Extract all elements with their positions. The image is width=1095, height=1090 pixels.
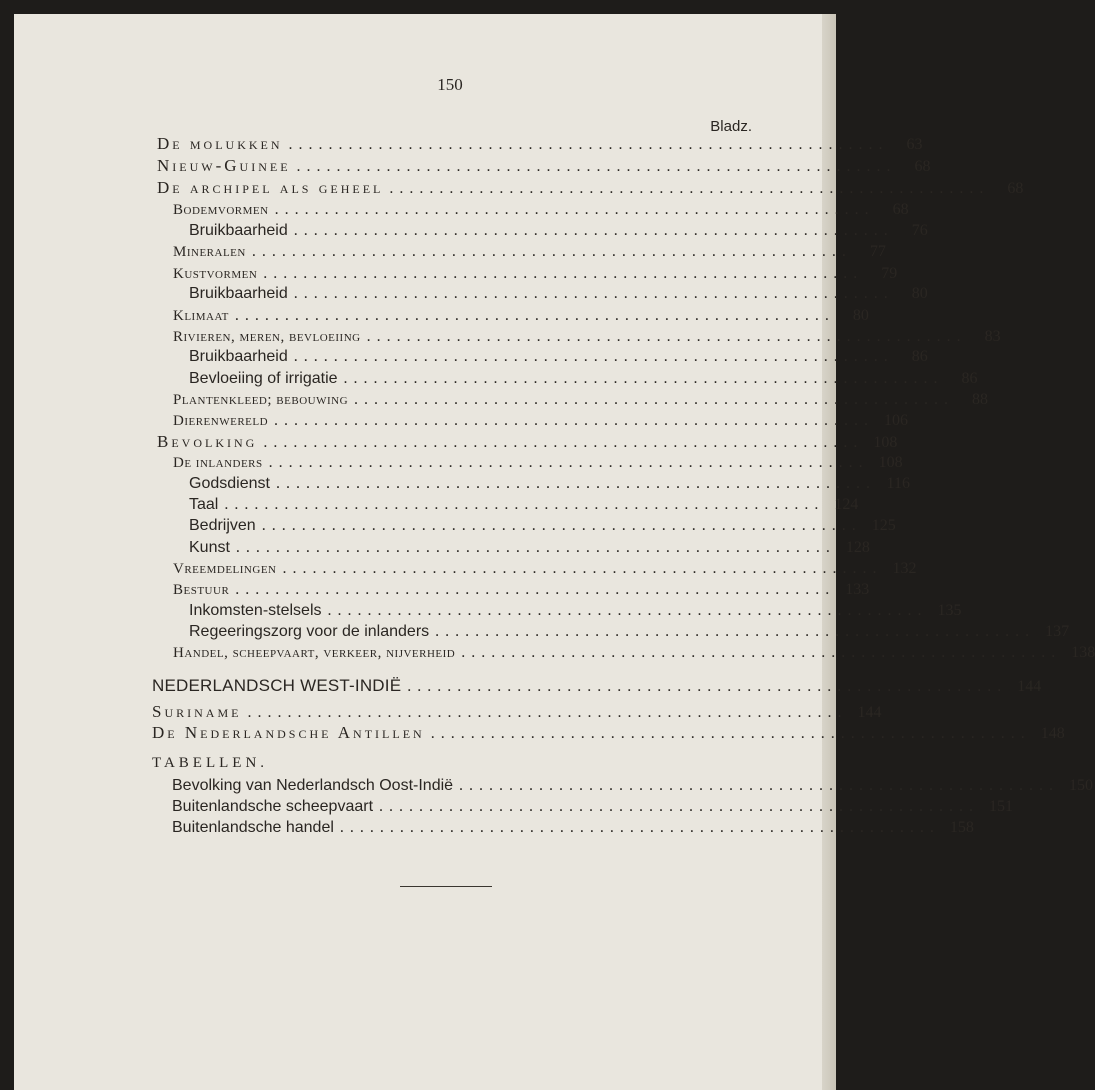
toc-entry-label: Vreemdelingen — [173, 561, 277, 577]
toc-entry-page: 80 — [852, 307, 869, 324]
toc-entry-label: Bevloeiing of irrigatie — [189, 370, 338, 387]
toc-entry — [157, 133, 923, 155]
leader-dots: ............................................................ — [354, 391, 955, 408]
toc-entry-label: Kustvormen — [173, 266, 258, 282]
leader-dots: ............................................................ — [339, 819, 940, 836]
leader-dots: ............................................................ — [261, 517, 862, 534]
toc-entry-page: 80 — [911, 285, 928, 302]
toc-entry — [157, 155, 931, 177]
toc-entry — [173, 558, 917, 580]
leader-dots: ............................................................ — [293, 222, 894, 239]
toc-entry — [152, 701, 882, 723]
toc-entry — [189, 515, 896, 537]
toc-entry-page: 158 — [949, 819, 974, 836]
toc-entry-page: 132 — [892, 560, 917, 577]
toc-entry-page: 63 — [906, 136, 923, 153]
toc-entry-page: 144 — [857, 704, 882, 721]
toc-entry-page: 138 — [1071, 644, 1095, 661]
toc-entry — [172, 817, 974, 839]
column-header-bladz: Bladz. — [710, 118, 752, 135]
leader-dots: ............................................................ — [263, 434, 864, 451]
toc-entry-label: Plantenkleed; bebouwing — [173, 392, 349, 408]
toc-entry — [189, 473, 910, 495]
toc-entry — [189, 600, 962, 622]
toc-entry-label: Bruikbaarheid — [189, 285, 288, 302]
toc-entry — [173, 642, 1095, 664]
toc-entry-label: Rivieren, meren, bevloeiing — [173, 329, 361, 345]
toc-entry — [157, 177, 1024, 199]
toc-entry-page: 135 — [937, 602, 962, 619]
leader-dots: ............................................................ — [379, 798, 980, 815]
toc-entry-page: 86 — [911, 348, 928, 365]
leader-dots: ............................................................ — [263, 265, 864, 282]
leader-dots: ............................................................ — [282, 560, 883, 577]
toc-entry-label: Bruikbaarheid — [189, 348, 288, 365]
toc-entry — [189, 368, 978, 390]
toc-entry-label: Godsdienst — [189, 475, 270, 492]
toc-entry — [173, 326, 1001, 348]
leader-dots: ............................................................ — [389, 180, 990, 197]
leader-dots: ............................................................ — [435, 623, 1036, 640]
toc-entry-page: 116 — [886, 475, 910, 492]
toc-entry — [173, 241, 886, 263]
toc-entry-page: 79 — [881, 265, 898, 282]
toc-entry-label: De inlanders — [173, 455, 263, 471]
toc-entry-page: 133 — [845, 581, 870, 598]
toc-entry — [173, 579, 870, 601]
leader-dots: ............................................................ — [247, 704, 848, 721]
toc-entry-page: 137 — [1045, 623, 1070, 640]
toc-entry-page: 108 — [873, 434, 898, 451]
toc-entry-page: 83 — [984, 328, 1001, 345]
toc-entry — [189, 346, 928, 368]
leader-dots: ............................................................ — [430, 725, 1031, 742]
toc-entry-label: Mineralen — [173, 244, 246, 260]
leader-dots: ............................................................ — [288, 136, 889, 153]
toc-entry-label: Buitenlandsche scheepvaart — [172, 798, 374, 815]
leader-dots: ............................................................ — [407, 678, 1008, 695]
toc-entry-page: 148 — [1040, 725, 1065, 742]
leader-dots: ............................................................ — [296, 158, 897, 175]
leader-dots: ............................................................ — [293, 348, 894, 365]
toc-entry — [172, 796, 1014, 818]
toc-entry-label: Bruikbaarheid — [189, 222, 288, 239]
tabellen-heading: TABELLEN. — [152, 755, 269, 771]
toc-entry-page: 68 — [1007, 180, 1024, 197]
toc-entry-label: Suriname — [152, 702, 242, 721]
toc-entry-page: 68 — [914, 158, 931, 175]
toc-entry-page: 144 — [1017, 678, 1042, 695]
leader-dots: ............................................................ — [268, 454, 869, 471]
leader-dots: ............................................................ — [343, 370, 944, 387]
leader-dots: ............................................................ — [235, 539, 836, 556]
toc-entry-page: 128 — [845, 539, 870, 556]
toc-entry — [173, 199, 909, 221]
toc-entry-page: 125 — [871, 517, 896, 534]
closing-rule — [400, 886, 492, 887]
leader-dots: ............................................................ — [274, 412, 875, 429]
toc-entry — [157, 431, 898, 453]
toc-entry-label: Inkomsten-stelsels — [189, 602, 322, 619]
toc-entry — [189, 283, 928, 305]
toc-entry — [173, 389, 989, 411]
leader-dots: ............................................................ — [234, 307, 835, 324]
toc-entry — [172, 775, 1094, 797]
toc-entry — [173, 263, 898, 285]
leader-dots: ............................................................ — [366, 328, 967, 345]
toc-entry-label: Bodemvormen — [173, 202, 269, 218]
leader-dots: ............................................................ — [275, 475, 876, 492]
toc-entry — [189, 494, 859, 516]
toc-entry-page: 106 — [884, 412, 909, 429]
toc-entry-label: De archipel als geheel — [157, 178, 384, 197]
leader-dots: ............................................................ — [251, 243, 852, 260]
toc-entry-label: NEDERLANDSCH WEST-INDIË — [152, 676, 402, 695]
toc-entry-label: Bestuur — [173, 582, 230, 598]
toc-entry-label: Taal — [189, 496, 219, 513]
leader-dots: ............................................................ — [293, 285, 894, 302]
toc-entry-page: 76 — [911, 222, 928, 239]
toc-entry — [152, 675, 1042, 697]
leader-dots: ............................................................ — [461, 644, 1062, 661]
toc-entry-page: 86 — [961, 370, 978, 387]
toc-entry-page: 77 — [869, 243, 886, 260]
toc-entry-label: Klimaat — [173, 308, 229, 324]
toc-entry — [173, 410, 909, 432]
toc-entry-label: De molukken — [157, 134, 283, 153]
toc-entry — [189, 537, 870, 559]
toc-entry-label: Handel, scheepvaart, verkeer, nijverheid — [173, 645, 456, 661]
leader-dots: ............................................................ — [459, 777, 1060, 794]
toc-entry — [173, 305, 869, 327]
toc-entry-label: Bevolking van Nederlandsch Oost-Indië — [172, 777, 454, 794]
toc-entry-page: 151 — [989, 798, 1014, 815]
toc-entry — [173, 452, 903, 474]
leader-dots: ............................................................ — [327, 602, 928, 619]
toc-entry-label: Bedrijven — [189, 517, 256, 534]
toc-entry-label: Dierenwereld — [173, 413, 269, 429]
toc-entry-label: Regeeringszorg voor de inlanders — [189, 623, 430, 640]
toc-entry-page: 124 — [834, 496, 859, 513]
leader-dots: ............................................................ — [274, 201, 875, 218]
toc-entry-page: 150 — [1069, 777, 1094, 794]
toc-entry — [189, 621, 1070, 643]
toc-entry-page: 68 — [892, 201, 909, 218]
toc-entry — [189, 220, 928, 242]
toc-entry-page: 88 — [972, 391, 989, 408]
toc-entry-label: De Nederlandsche Antillen — [152, 723, 425, 742]
toc-entry-label: Nieuw-Guinee — [157, 156, 291, 175]
toc-entry-label: Bevolking — [157, 432, 258, 451]
page-number: 150 — [437, 75, 463, 94]
leader-dots: ............................................................ — [224, 496, 825, 513]
toc-entry — [152, 722, 1065, 744]
toc-entry-label: Buitenlandsche handel — [172, 819, 334, 836]
leader-dots: ............................................................ — [235, 581, 836, 598]
toc-entry-page: 108 — [878, 454, 903, 471]
toc-entry-label: Kunst — [189, 539, 230, 556]
